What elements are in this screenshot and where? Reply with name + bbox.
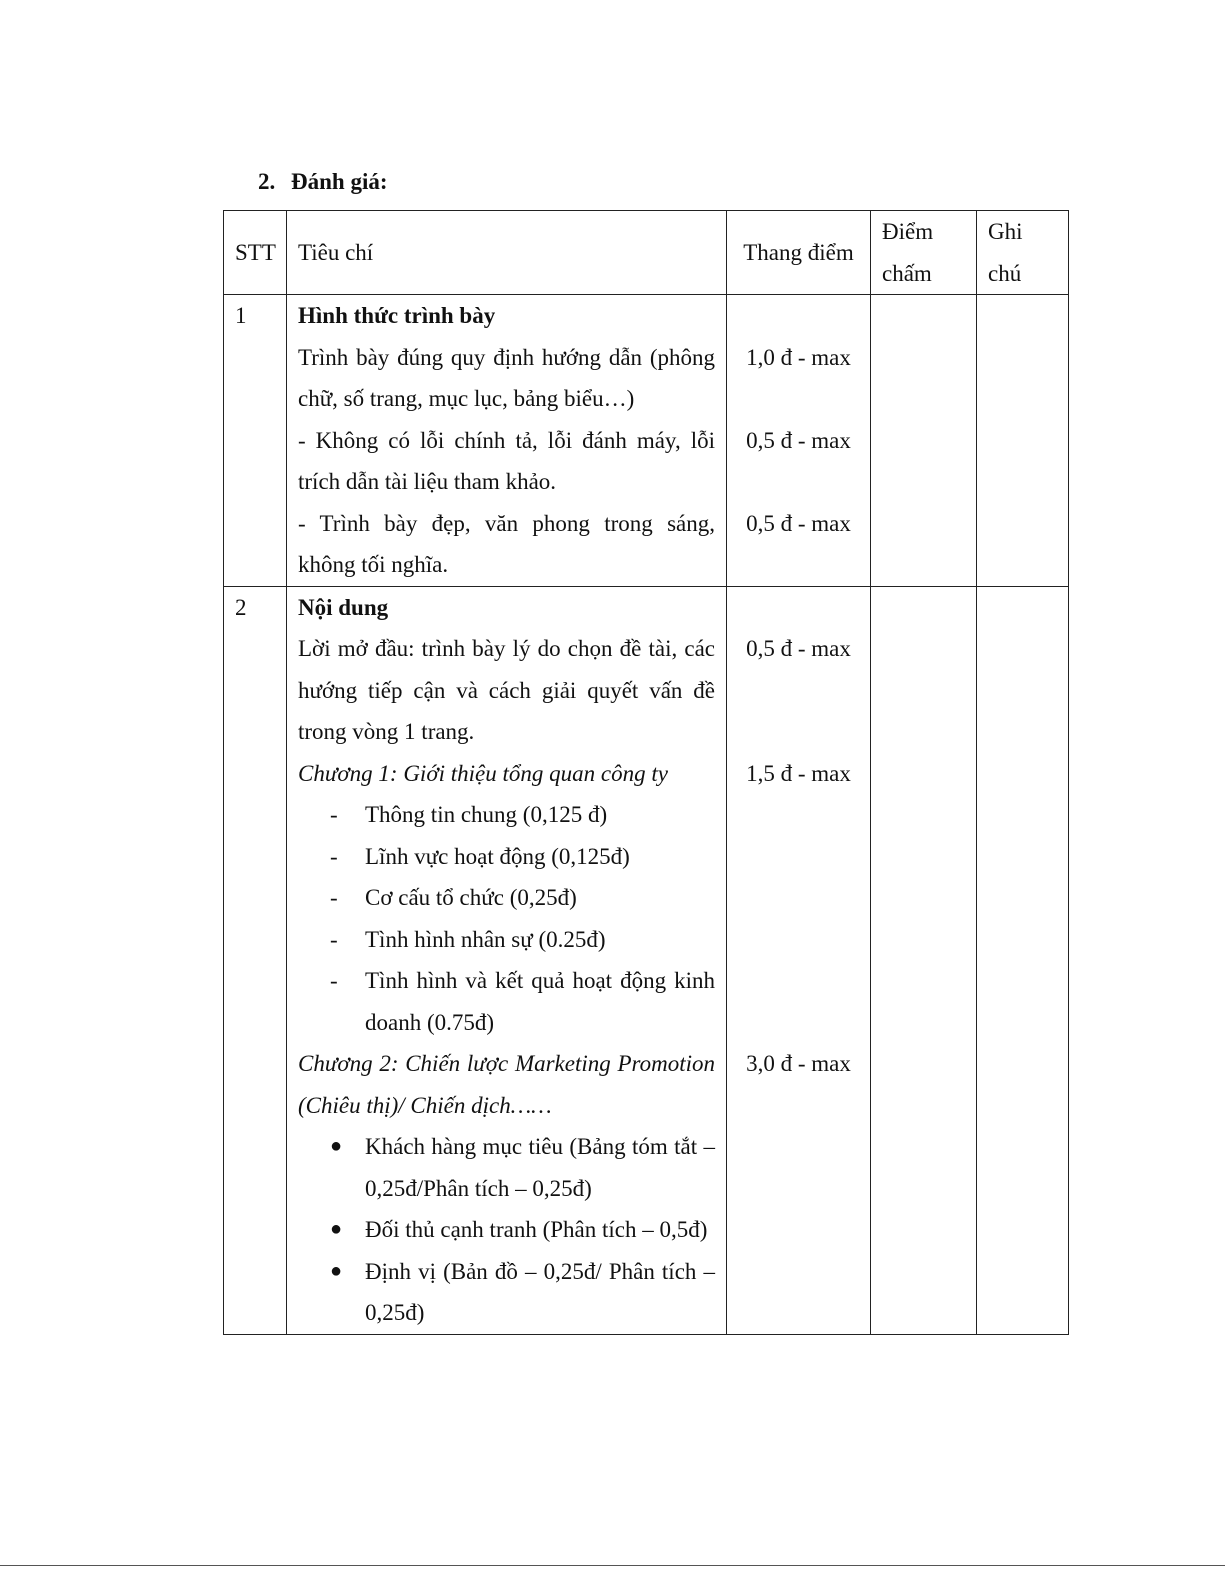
list-item-text: Tình hình nhân sự (0.25đ) bbox=[365, 926, 606, 952]
chapter-1-title: Chương 1: Giới thiệu tổng quan công ty bbox=[298, 760, 668, 786]
row-scale bbox=[727, 295, 871, 587]
header-score bbox=[871, 211, 977, 295]
scale-value: 0,5 đ - max bbox=[746, 510, 851, 536]
list-item bbox=[298, 1251, 715, 1334]
list-item bbox=[298, 1126, 715, 1209]
bullet-icon: ● bbox=[330, 1259, 343, 1282]
section-heading bbox=[258, 166, 388, 198]
list-item bbox=[298, 836, 715, 878]
row-stt bbox=[224, 295, 287, 587]
list-item bbox=[298, 1209, 715, 1251]
row-note-cell[interactable] bbox=[977, 295, 1069, 587]
header-criteria-label: Tiêu chí bbox=[298, 239, 374, 265]
table-row bbox=[224, 586, 1069, 1334]
row-number: 1 bbox=[235, 303, 247, 328]
criteria-item: - Trình bày đẹp, văn phong trong sáng, không tối nghĩa. bbox=[298, 510, 715, 577]
row-criteria bbox=[287, 295, 727, 587]
scale-value: 0,5 đ - max bbox=[746, 427, 851, 453]
dash-marker: - bbox=[330, 802, 338, 827]
evaluation-table bbox=[223, 210, 1069, 1335]
row-note-cell[interactable] bbox=[977, 586, 1069, 1334]
header-score-line1: Điểm bbox=[882, 219, 934, 244]
chapter-2-title: Chương 2: Chiến lược Marketing Promotion (Chiêu thị)/ Chiến dịch…… bbox=[298, 1051, 715, 1118]
header-stt bbox=[224, 211, 287, 295]
criteria-intro: Lời mở đầu: trình bày lý do chọn đề tài, các hướng tiếp cận và cách giải quyết vấn đề trong vòng 1 trang. bbox=[298, 636, 715, 744]
list-item-text: Lĩnh vực hoạt động (0,125đ) bbox=[365, 843, 630, 869]
list-item-text: Khách hàng mục tiêu (Bảng tóm tắt – 0,25đ/Phân tích – 0,25đ) bbox=[365, 1134, 715, 1201]
row-score-cell[interactable] bbox=[871, 295, 977, 587]
header-note-line2: chú bbox=[988, 260, 1022, 286]
header-scale bbox=[727, 211, 871, 295]
header-criteria bbox=[287, 211, 727, 295]
scale-value: 1,5 đ - max bbox=[746, 760, 851, 786]
dash-marker: - bbox=[330, 885, 338, 910]
header-note bbox=[977, 211, 1069, 295]
row-criteria bbox=[287, 586, 727, 1334]
criteria-item: - Không có lỗi chính tả, lỗi đánh máy, lỗi trích dẫn tài liệu tham khảo. bbox=[298, 427, 715, 494]
criteria-title: Nội dung bbox=[298, 594, 389, 620]
criteria-title: Hình thức trình bày bbox=[298, 303, 496, 328]
list-item bbox=[298, 960, 715, 1043]
criteria-item: Trình bày đúng quy định hướng dẫn (phông chữ, số trang, mục lục, bảng biểu…) bbox=[298, 344, 715, 411]
bullet-icon: ● bbox=[330, 1135, 343, 1157]
list-item-text: Cơ cấu tổ chức (0,25đ) bbox=[365, 885, 577, 910]
header-score-line2: chấm bbox=[882, 260, 932, 286]
header-note-line1: Ghi bbox=[988, 219, 1023, 244]
scale-value: 0,5 đ - max bbox=[746, 636, 851, 661]
chapter-2-list bbox=[298, 1126, 715, 1334]
section-number: 2. bbox=[258, 169, 276, 194]
list-item-text: Thông tin chung (0,125 đ) bbox=[365, 802, 608, 827]
list-item-text: Tình hình và kết quả hoạt động kinh doanh (0.75đ) bbox=[365, 968, 715, 1035]
header-stt-label: STT bbox=[235, 239, 276, 265]
page-bottom-rule bbox=[0, 1565, 1225, 1566]
scale-value: 3,0 đ - max bbox=[746, 1051, 851, 1076]
row-scale bbox=[727, 586, 871, 1334]
dash-marker: - bbox=[330, 926, 338, 952]
chapter-1-list bbox=[298, 794, 715, 1043]
row-stt bbox=[224, 586, 287, 1334]
header-scale-label: Thang điểm bbox=[743, 239, 854, 265]
table-header-row bbox=[224, 211, 1069, 295]
row-number: 2 bbox=[235, 594, 247, 620]
dash-marker: - bbox=[330, 843, 338, 869]
list-item-text: Định vị (Bản đồ – 0,25đ/ Phân tích – 0,25đ) bbox=[365, 1258, 715, 1325]
dash-marker: - bbox=[330, 968, 338, 993]
section-title: Đánh giá: bbox=[291, 169, 388, 194]
list-item bbox=[298, 919, 715, 961]
table-row bbox=[224, 295, 1069, 587]
list-item-text: Đối thủ cạnh tranh (Phân tích – 0,5đ) bbox=[365, 1217, 708, 1242]
row-score-cell[interactable] bbox=[871, 586, 977, 1334]
list-item bbox=[298, 877, 715, 919]
scale-value: 1,0 đ - max bbox=[746, 344, 851, 370]
list-item bbox=[298, 794, 715, 836]
bullet-icon: ● bbox=[330, 1218, 343, 1240]
